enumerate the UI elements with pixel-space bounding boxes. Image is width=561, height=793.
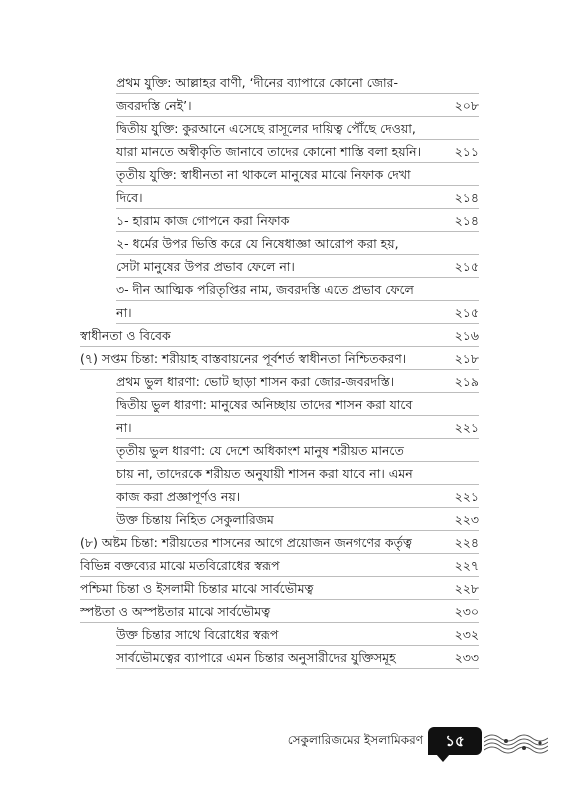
toc-entry[interactable]	[0, 624, 561, 647]
toc-entry-text-line: সার্বভৌমত্বের ব্যাপারে এমন চিন্তার অনুসারীদের যুক্তিসমূহ	[116, 647, 479, 669]
toc-entry-text-line: ১- হারাম কাজ গোপনে করা নিফাক	[116, 210, 479, 232]
toc-entry-text-line: স্বাধীনতা ও বিবেক	[80, 325, 479, 347]
toc-entry-page-number: ২২৭	[454, 558, 479, 573]
toc-entry-text-line: দ্বিতীয় যুক্তি: কুরআনে এসেছে রাসূলের দায়িত্ব পৌঁছে দেওয়া,	[116, 118, 479, 140]
toc-entry[interactable]	[0, 279, 561, 325]
toc-entry-text-line: না।	[116, 417, 479, 439]
toc-entry[interactable]	[0, 325, 561, 348]
toc-entry-text-line: দ্বিতীয় ভুল ধারণা: মানুষের অনিচ্ছায় তাদের শাসন করা যাবে	[116, 394, 479, 416]
toc-entry-page-number: ২০৮	[454, 98, 479, 113]
toc-entry-text-line: উক্ত চিন্তায় নিহিত সেকুলারিজম	[116, 509, 479, 531]
toc-entry[interactable]	[0, 394, 561, 440]
page-number-badge: ১৫	[428, 727, 482, 755]
toc-entry-page-number: ২১৫	[454, 305, 479, 320]
toc-entry-page-number: ২২১	[454, 489, 479, 504]
toc-entry-text-line: দিবে।	[116, 187, 479, 209]
toc-entry-text-line: (৭) সপ্তম চিন্তা: শরীয়াহ বাস্তবায়নের পূর্বশর্ত স্বাধীনতা নিশ্চিতকরণ।	[80, 348, 479, 370]
toc-entry-text-line: ২- ধর্মের উপর ভিত্তি করে যে নিষেধাজ্ঞা আরোপ করা হয়,	[116, 233, 479, 255]
toc-entry-text-line: উক্ত চিন্তার সাথে বিরোধের স্বরূপ	[116, 624, 479, 646]
toc-entry-text-line: তৃতীয় ভুল ধারণা: যে দেশে অধিকাংশ মানুষ শরীয়ত মানতে	[116, 440, 479, 462]
toc-entry-page-number: ২৩০	[454, 604, 479, 619]
toc-entry-page-number: ২২৩	[454, 512, 479, 527]
toc-entry[interactable]	[0, 118, 561, 164]
toc-entry[interactable]	[0, 647, 561, 670]
toc-entry[interactable]	[0, 164, 561, 210]
toc-entry-text-line: জবরদস্তি নেই’।	[116, 95, 479, 117]
toc-entry-page-number: ২২৪	[454, 535, 479, 550]
toc-entry-text-line: প্রথম ভুল ধারণা: ভোট ছাড়া শাসন করা জোর-জবরদস্তি।	[116, 371, 479, 393]
toc-entry-page-number: ২১৫	[454, 259, 479, 274]
toc-entry-text-line: পশ্চিমা চিন্তা ও ইসলামী চিন্তার মাঝে সার্বভৌমত্ব	[80, 578, 479, 600]
wave-music-ornament-icon	[484, 728, 548, 756]
toc-entry-text-line: তৃতীয় যুক্তি: স্বাধীনতা না থাকলে মানুষের মাঝে নিফাক দেখা	[116, 164, 479, 186]
toc-entry[interactable]	[0, 348, 561, 371]
toc-entry-text-line: প্রথম যুক্তি: আল্লাহর বাণী, ‘দীনের ব্যাপারে কোনো জোর-	[116, 72, 479, 94]
toc-entry-text-line: (৮) অষ্টম চিন্তা: শরীয়তের শাসনের আগে প্রয়োজন জনগণের কর্তৃত্ব	[80, 532, 479, 554]
toc-entry[interactable]	[0, 371, 561, 394]
toc-entry-page-number: ২১৪	[454, 190, 479, 205]
toc-entry[interactable]	[0, 578, 561, 601]
toc-entry-text-line: ৩- দীন আত্মিক পরিতৃপ্তির নাম, জবরদস্তি এতে প্রভাব ফেলে	[116, 279, 479, 301]
toc-entry-page-number: ২১৪	[454, 213, 479, 228]
toc-entry[interactable]	[0, 509, 561, 532]
toc-entry-text-line: সেটা মানুষের উপর প্রভাব ফেলে না।	[116, 256, 479, 278]
toc-entry-page-number: ২৩২	[454, 627, 479, 642]
toc-entry-page-number: ২২১	[454, 420, 479, 435]
toc-entry[interactable]	[0, 233, 561, 279]
toc-entry-page-number: ২১৯	[454, 374, 479, 389]
toc-entry-page-number: ২২৮	[454, 581, 479, 596]
toc-entry-page-number: ২১৮	[454, 351, 479, 366]
toc-entry[interactable]	[0, 601, 561, 624]
toc-entry-text-line: যারা মানতে অস্বীকৃতি জানাবে তাদের কোনো শাস্তি বলা হয়নি।	[116, 141, 479, 163]
toc-entry-text-line: বিভিন্ন বক্তব্যের মাঝে মতবিরোধের স্বরূপ	[80, 555, 479, 577]
toc-entry[interactable]	[0, 555, 561, 578]
toc-entry-text-line: চায় না, তাদেরকে শরীয়ত অনুযায়ী শাসন করা যাবে না। এমন	[116, 463, 479, 485]
toc-entry-text-line: কাজ করা প্রজ্ঞাপূর্ণও নয়।	[116, 486, 479, 508]
toc-entry-text-line: স্পষ্টতা ও অস্পষ্টতার মাঝে সার্বভৌমত্ব	[80, 601, 479, 623]
toc-entry-text-line: না।	[116, 302, 479, 324]
toc-entry[interactable]	[0, 72, 561, 118]
page-footer	[0, 722, 561, 762]
toc-entry[interactable]	[0, 210, 561, 233]
toc-entry-page-number: ২৩৩	[454, 650, 479, 665]
toc-entry-page-number: ২১১	[454, 144, 479, 159]
toc-entry-page-number: ২১৬	[454, 328, 479, 343]
running-book-title: সেকুলারিজমের ইসলামিকরণ	[287, 733, 423, 747]
toc-entry[interactable]	[0, 532, 561, 555]
toc-entry[interactable]	[0, 440, 561, 509]
